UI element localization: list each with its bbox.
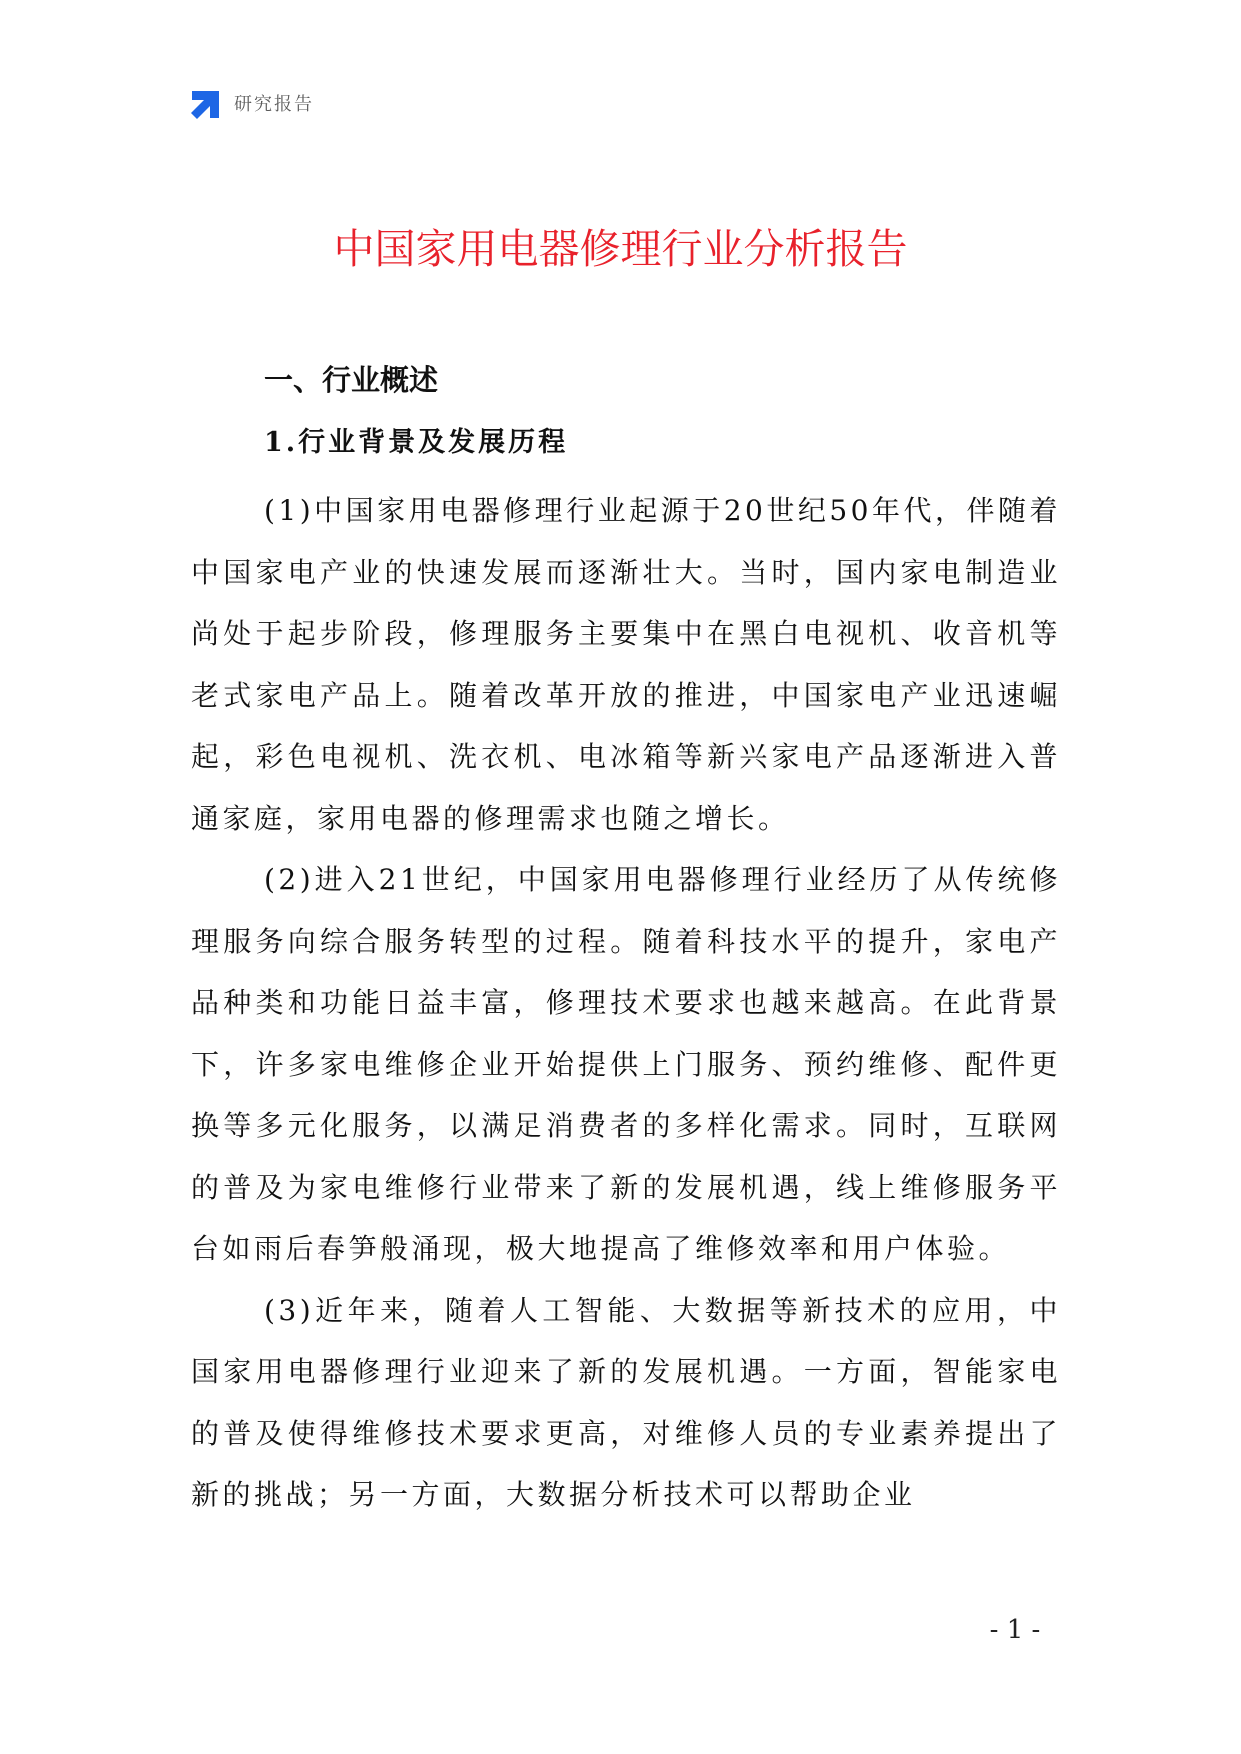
header-label: 研究报告 [234, 94, 314, 115]
arrow-up-right-icon [190, 90, 220, 120]
sub-heading: 1.行业背景及发展历程 [264, 427, 569, 458]
paragraph-2: (2)进入21世纪，中国家用电器修理行业经历了从传统修理服务向综合服务转型的过程。随着科技水平的提升，家电产品种类和功能日益丰富，修理技术要求也越来越高。在此背景下，许多家电维修企业开始提供上门服务、预约维修、配件更换等多元化服务，以满足消费者的多样化需求。同时，互联网的普及为家电维修行业带来了新的发展机遇，线上维修服务平台如雨后春笋般涌现，极大地提高了维修效率和用户体验。 [191, 863, 1061, 1265]
report-header [190, 88, 314, 122]
document-title: 中国家用电器修理行业分析报告 [333, 225, 908, 273]
section-heading: 一、行业概述 [264, 363, 439, 397]
paragraph-1: (1)中国家用电器修理行业起源于20世纪50年代，伴随着中国家电产业的快速发展而逐渐壮大。当时，国内家电制造业尚处于起步阶段，修理服务主要集中在黑白电视机、收音机等老式家电产品上。随着改革开放的推进，中国家电产业迅速崛起，彩色电视机、洗衣机、电冰箱等新兴家电产品逐渐进入普通家庭，家用电器的修理需求也随之增长。 [191, 494, 1061, 835]
page-number: - 1 - [989, 1615, 1041, 1645]
body-text [191, 480, 1061, 1526]
paragraph-3: (3)近年来，随着人工智能、大数据等新技术的应用，中国家用电器修理行业迎来了新的发展机遇。一方面，智能家电的普及使得维修技术要求更高，对维修人员的专业素养提出了新的挑战；另一方面，大数据分析技术可以帮助企业 [191, 1293, 1061, 1511]
